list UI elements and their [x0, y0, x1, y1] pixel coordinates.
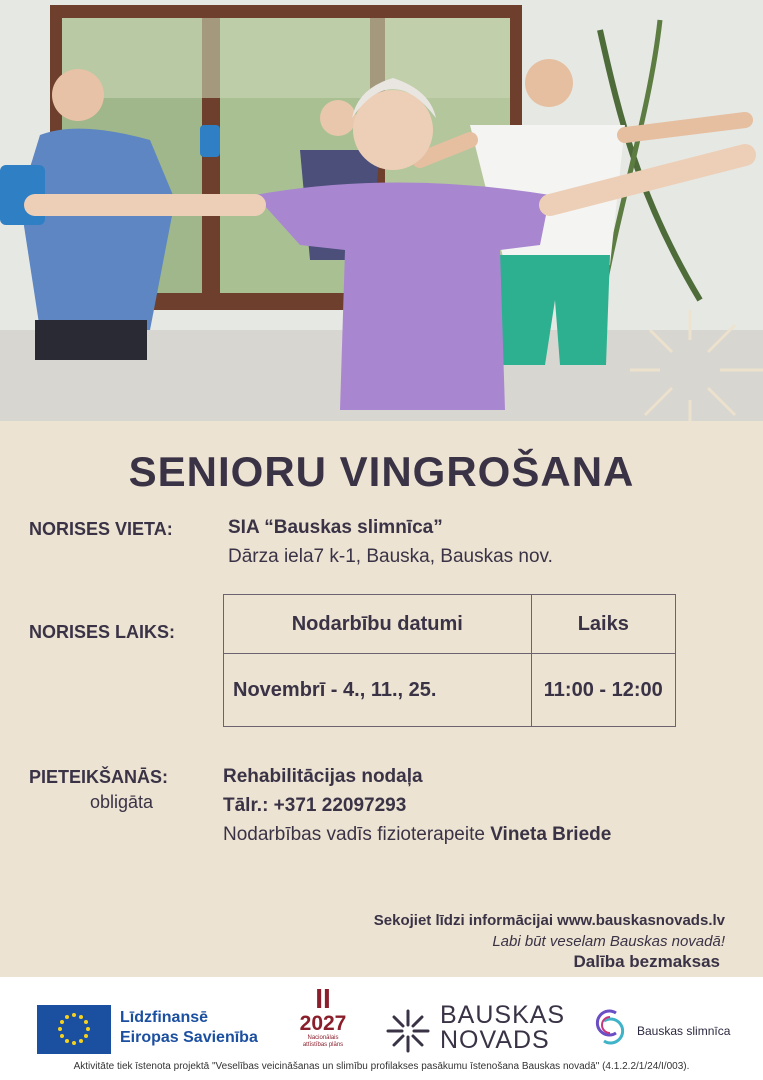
novads-text: [440, 1003, 565, 1053]
table-header-row: [224, 595, 676, 654]
venue-name: SIA “Bauskas slimnīca”: [228, 517, 443, 538]
schedule-label: NORISES LAIKS:: [29, 622, 176, 642]
follow-info: Sekojiet līdzi informācijai www.bauskasnovads.lv: [373, 912, 725, 929]
hospital-logo-icon: [594, 1007, 626, 1047]
registration-phone: Tālr.: +371 22097293: [223, 795, 407, 816]
seniors-exercise-photo: [0, 0, 763, 421]
nap-mark-icon: II: [315, 983, 331, 1014]
eu-text: [120, 1008, 258, 1048]
registration-leader: [223, 824, 611, 846]
registration-department: Rehabilitācijas nodaļa: [223, 766, 423, 787]
free-participation: Dalība bezmaksas: [573, 952, 720, 971]
page-title: SENIORU VINGROŠANA: [128, 448, 635, 495]
hospital-name: Bauskas slimnīca: [637, 1024, 731, 1038]
header-dates: Nodarbību datumi: [224, 595, 532, 654]
cell-time: 11:00 - 12:00: [531, 654, 675, 727]
nap-text-2: attīstības plāns: [302, 1042, 344, 1048]
table-row: [224, 654, 676, 727]
nap-logo: [293, 985, 353, 1049]
footer: [0, 977, 763, 1080]
eu-line-1: Līdzfinansē: [120, 1009, 209, 1026]
header-time: Laiks: [531, 595, 675, 654]
venue-address: Dārza iela7 k-1, Bauska, Bauskas nov.: [228, 546, 553, 567]
eu-flag-icon: [37, 1005, 111, 1054]
cell-dates: Novembrī - 4., 11., 25.: [224, 654, 532, 727]
leader-name: Vineta Briede: [490, 824, 612, 845]
nap-year: 2027: [299, 1012, 347, 1035]
novads-star-icon: [384, 1007, 432, 1055]
eu-line-2: Eiropas Savienība: [120, 1029, 258, 1046]
project-note: Aktivitāte tiek īstenota projektā "Veselības veicināšanas un slimību profilakses pasākumu īstenošana Bauskas novadā" (4.1.2.2/1/24/I/003).: [73, 1061, 690, 1072]
wish-text: Labi būt veselam Bauskas novadā!: [492, 933, 725, 950]
registration-label: PIETEIKŠANĀS:: [29, 767, 169, 787]
schedule-table: [223, 594, 676, 727]
registration-sub: obligāta: [90, 792, 154, 812]
nap-text-1: Nacionālais: [307, 1035, 339, 1041]
novads-line-1: BAUSKAS: [440, 1001, 566, 1029]
novads-line-2: NOVADS: [440, 1026, 550, 1054]
hero-photo: [0, 0, 763, 421]
leader-prefix: Nodarbības vadīs fizioterapeite: [223, 824, 485, 845]
venue-label: NORISES VIETA:: [29, 519, 173, 539]
